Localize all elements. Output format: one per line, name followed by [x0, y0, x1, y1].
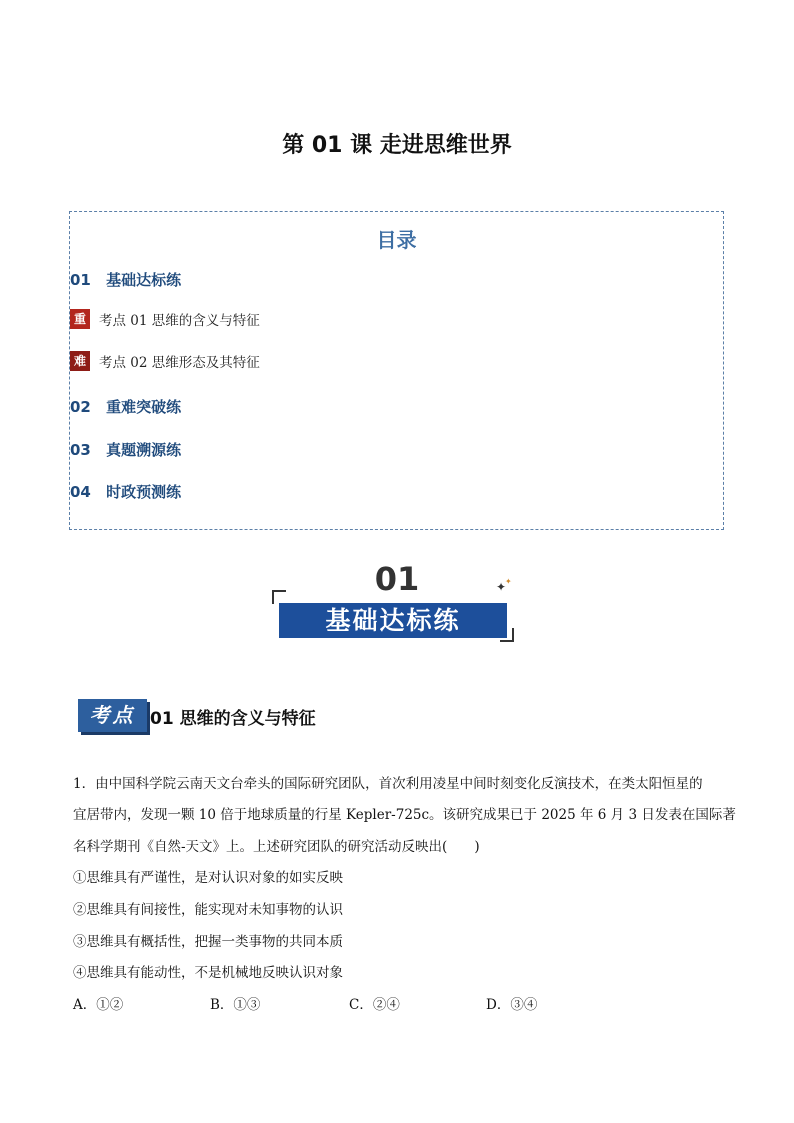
sparkle-icon: ✦	[496, 580, 507, 594]
statement-2: ②思维具有间接性，能实现对未知事物的认识	[73, 902, 343, 918]
banner-corner-left	[272, 590, 286, 604]
toc-section-4[interactable]	[70, 481, 181, 502]
option-c[interactable]: C．②④	[349, 997, 400, 1013]
nan-tag-icon: 难	[70, 351, 90, 371]
toc-section-3[interactable]	[70, 439, 181, 460]
toc-subitem-label: 考点 02 思维形态及其特征	[99, 355, 260, 371]
question-stem-line: 名科学期刊《自然-天文》上。上述研究团队的研究活动反映出( )	[73, 839, 480, 855]
kaodian-title	[150, 704, 316, 729]
toc-subitem-label: 考点 01 思维的含义与特征	[99, 313, 260, 329]
toc-section-label: 真题溯源练	[106, 441, 182, 459]
question-stem-line: 宜居带内，发现一颗 10 倍于地球质量的行星 Kepler-725c。该研究成果已于 2025 年 6 月 3 日发表在国际著	[73, 807, 736, 823]
toc-box	[69, 211, 724, 530]
section-banner: 基础达标练	[279, 603, 507, 638]
option-d[interactable]: D．③④	[486, 997, 538, 1013]
toc-section-2[interactable]	[70, 396, 181, 417]
statement-3: ③思维具有概括性，把握一类事物的共同本质	[73, 934, 343, 950]
toc-subitem-2[interactable]	[70, 351, 260, 371]
question-stem-line: 1．由中国科学院云南天文台牵头的国际研究团队，首次利用凌星中间时刻变化反演技术，在类太阳恒星的	[73, 776, 703, 792]
zhong-tag-icon: 重	[70, 309, 90, 329]
toc-subitem-1[interactable]	[70, 309, 260, 329]
kaodian-title-text: 思维的含义与特征	[179, 709, 316, 729]
banner-number: 01	[374, 560, 420, 598]
statement-1: ①思维具有严谨性，是对认识对象的如实反映	[73, 870, 343, 886]
toc-section-label: 重难突破练	[106, 398, 182, 416]
toc-section-num: 02	[70, 398, 91, 416]
page-title: 第 01 课 走进思维世界	[282, 133, 512, 158]
toc-section-1[interactable]	[70, 269, 181, 290]
statement-4: ④思维具有能动性，不是机械地反映认识对象	[73, 965, 343, 981]
toc-section-num: 03	[70, 441, 91, 459]
option-b[interactable]: B．①③	[210, 997, 261, 1013]
kaodian-badge: 考点	[78, 699, 147, 732]
option-a[interactable]: A．①②	[73, 997, 124, 1013]
toc-section-label: 基础达标练	[106, 271, 182, 289]
toc-section-label: 时政预测练	[106, 483, 182, 501]
toc-heading: 目录	[376, 228, 417, 252]
sparkle-small-icon: ✦	[505, 577, 512, 586]
toc-section-num: 01	[70, 271, 91, 289]
kaodian-num: 01	[150, 709, 174, 729]
toc-section-num: 04	[70, 483, 91, 501]
